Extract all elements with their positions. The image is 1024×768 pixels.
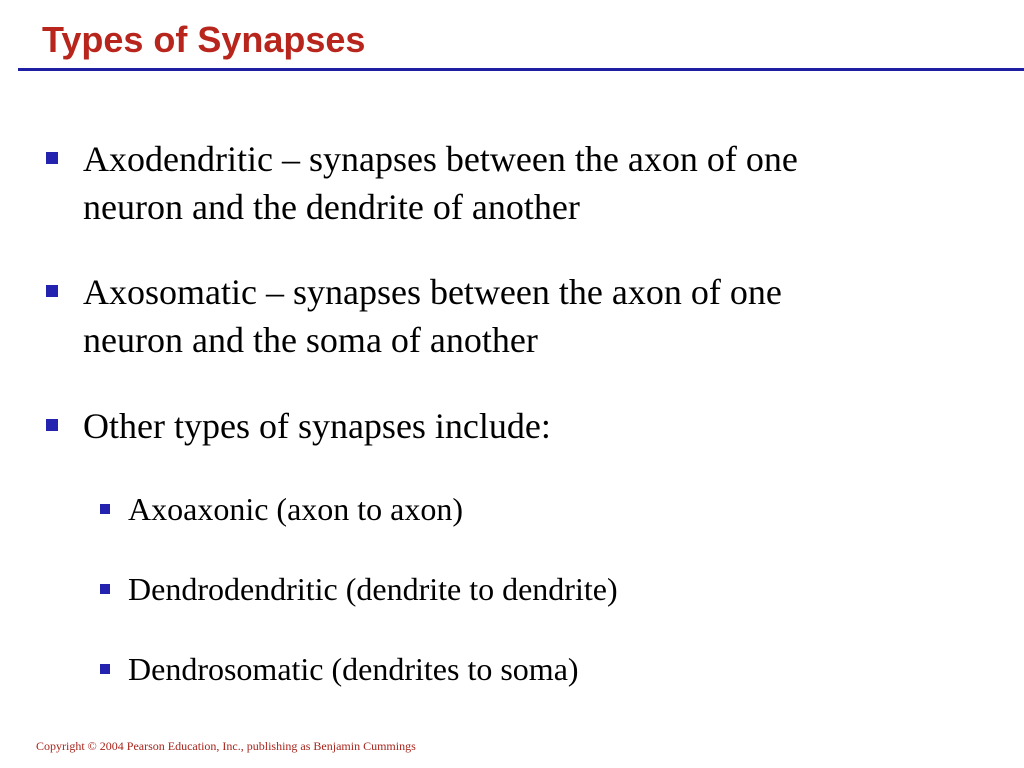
bullet-text	[83, 268, 782, 364]
sub-bullet-axoaxonic	[100, 489, 463, 529]
square-bullet-icon	[100, 504, 110, 514]
sub-bullet-text: Dendrosomatic (dendrites to soma)	[128, 651, 579, 687]
sub-bullet-dendrosomatic	[100, 649, 579, 689]
bullet-text	[83, 135, 798, 231]
square-bullet-icon	[46, 419, 58, 431]
bullet-other-types	[46, 402, 551, 450]
bullet-axodendritic	[46, 135, 798, 231]
bullet-line: neuron and the soma of another	[83, 320, 538, 360]
square-bullet-icon	[100, 664, 110, 674]
square-bullet-icon	[46, 152, 58, 164]
square-bullet-icon	[46, 285, 58, 297]
sub-bullet-dendrodendritic	[100, 569, 618, 609]
bullet-line: Axosomatic – synapses between the axon of one	[83, 272, 782, 312]
bullet-axosomatic	[46, 268, 782, 364]
slide-title: Types of Synapses	[42, 19, 366, 60]
title-divider	[18, 68, 1024, 71]
bullet-line: neuron and the dendrite of another	[83, 187, 580, 227]
bullet-text: Other types of synapses include:	[83, 406, 551, 446]
sub-bullet-text: Axoaxonic (axon to axon)	[128, 491, 464, 527]
bullet-line: Axodendritic – synapses between the axon of one	[83, 139, 798, 179]
copyright-footer: Copyright © 2004 Pearson Education, Inc., publishing as Benjamin Cummings	[36, 739, 416, 753]
square-bullet-icon	[100, 584, 110, 594]
sub-bullet-text: Dendrodendritic (dendrite to dendrite)	[128, 571, 618, 607]
